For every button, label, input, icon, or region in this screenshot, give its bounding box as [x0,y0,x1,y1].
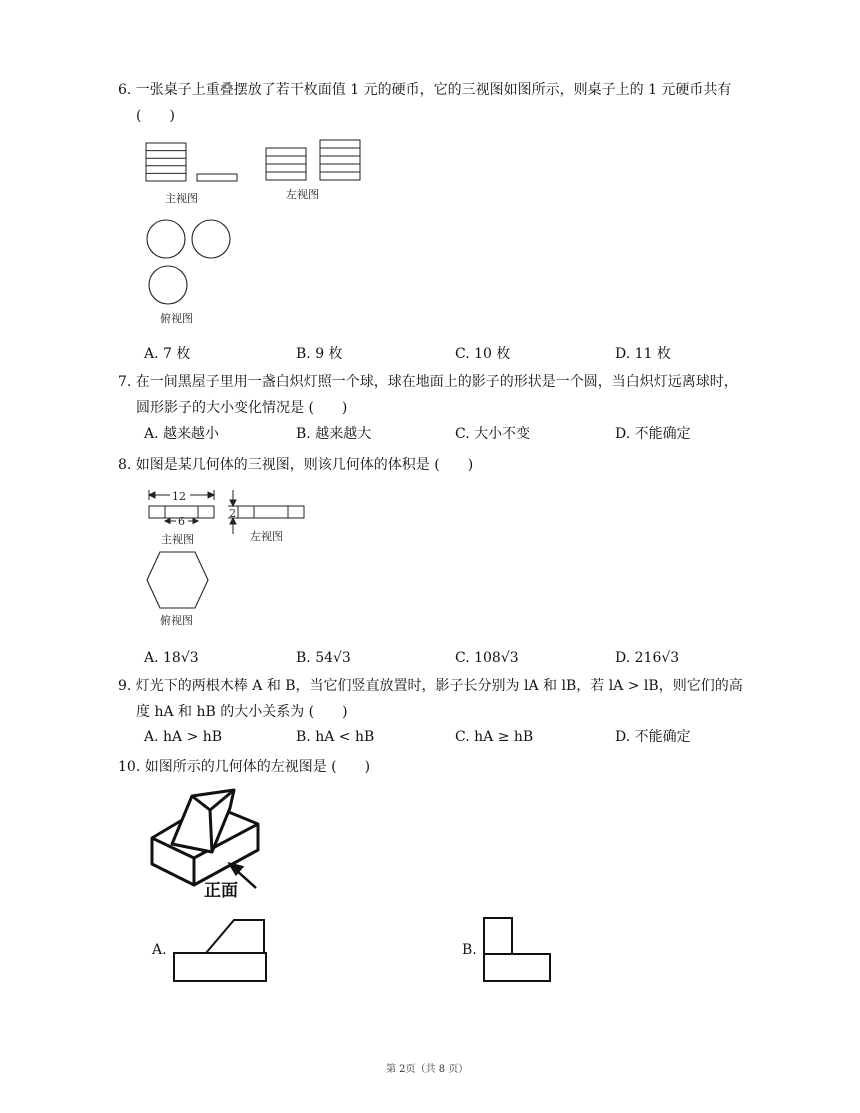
q9-stem-line2: 度 hA 和 hB 的大小关系为 ( ) [136,704,348,720]
q9-option-b[interactable]: B. hA < hB [296,729,375,745]
q6-left-view-stacks [266,140,360,180]
q6-stem-line2: ( ) [136,108,175,124]
page-footer: 第 2页（共 8 页） [386,1064,469,1075]
q8-dimension-6: 6 [178,515,185,528]
q6-option-a[interactable]: A. 7 枚 [144,346,191,362]
q9-option-a[interactable]: A. hA > hB [144,729,223,745]
q8-dimension-12: 12 [172,490,186,503]
q7-stem-line1: 7. 在一间黑屋子里用一盏白炽灯照一个球，球在地面上的影子的形状是一个圆，当白炽灯远离球时， [118,374,738,390]
q9-stem-line1: 9. 灯光下的两根木棒 A 和 B，当它们竖直放置时，影子长分别为 lA 和 lB，若 lA > lB，则它们的高 [118,678,743,694]
q7-option-d[interactable]: D. 不能确定 [615,426,691,442]
q6-option-c[interactable]: C. 10 枚 [455,346,511,362]
q8-option-c[interactable]: C. 108√3 [455,650,519,666]
q9-option-d[interactable]: D. 不能确定 [615,729,691,745]
q7-option-b[interactable]: B. 越来越大 [296,426,372,442]
q8-caption-left-view: 左视图 [250,530,283,543]
q6-coin-views-figure [140,136,380,326]
q10-option-b-label[interactable]: B. [462,942,477,958]
q8-option-a[interactable]: A. 18√3 [144,650,199,666]
q8-caption-top-view: 俯视图 [160,614,193,627]
q8-stem: 8. 如图是某几何体的三视图，则该几何体的体积是 ( ) [118,457,474,473]
q6-stem-line1: 6. 一张桌子上重叠摆放了若干枚面值 1 元的硬币，它的三视图如图所示，则桌子上的 1 元硬币共有 [118,82,732,98]
q6-caption-top-view: 俯视图 [160,312,193,325]
q8-caption-front-view: 主视图 [161,533,194,546]
q8-dimension-2: 2 [229,507,236,520]
q6-option-b[interactable]: B. 9 枚 [296,346,343,362]
q10-option-a-label[interactable]: A. [152,942,167,958]
q6-option-d[interactable]: D. 11 枚 [615,346,671,362]
q10-stem: 10. 如图所示的几何体的左视图是 ( ) [118,759,371,775]
q7-option-c[interactable]: C. 大小不变 [455,426,531,442]
q10-option-a-figure[interactable] [170,916,270,986]
q7-stem-line2: 圆形影子的大小变化情况是 ( ) [136,400,348,416]
q6-top-view-circles [147,220,230,304]
q10-option-b-figure[interactable] [480,914,556,986]
q6-caption-left-view: 左视图 [286,188,319,201]
q7-option-a[interactable]: A. 越来越小 [144,426,220,442]
q9-option-c[interactable]: C. hA ≥ hB [455,729,534,745]
q6-caption-front-view: 主视图 [165,192,198,205]
q10-front-label: 正面 [204,881,238,901]
q8-option-b[interactable]: B. 54√3 [296,650,351,666]
q6-front-view-stack [146,143,237,181]
q8-option-d[interactable]: D. 216√3 [615,650,680,666]
